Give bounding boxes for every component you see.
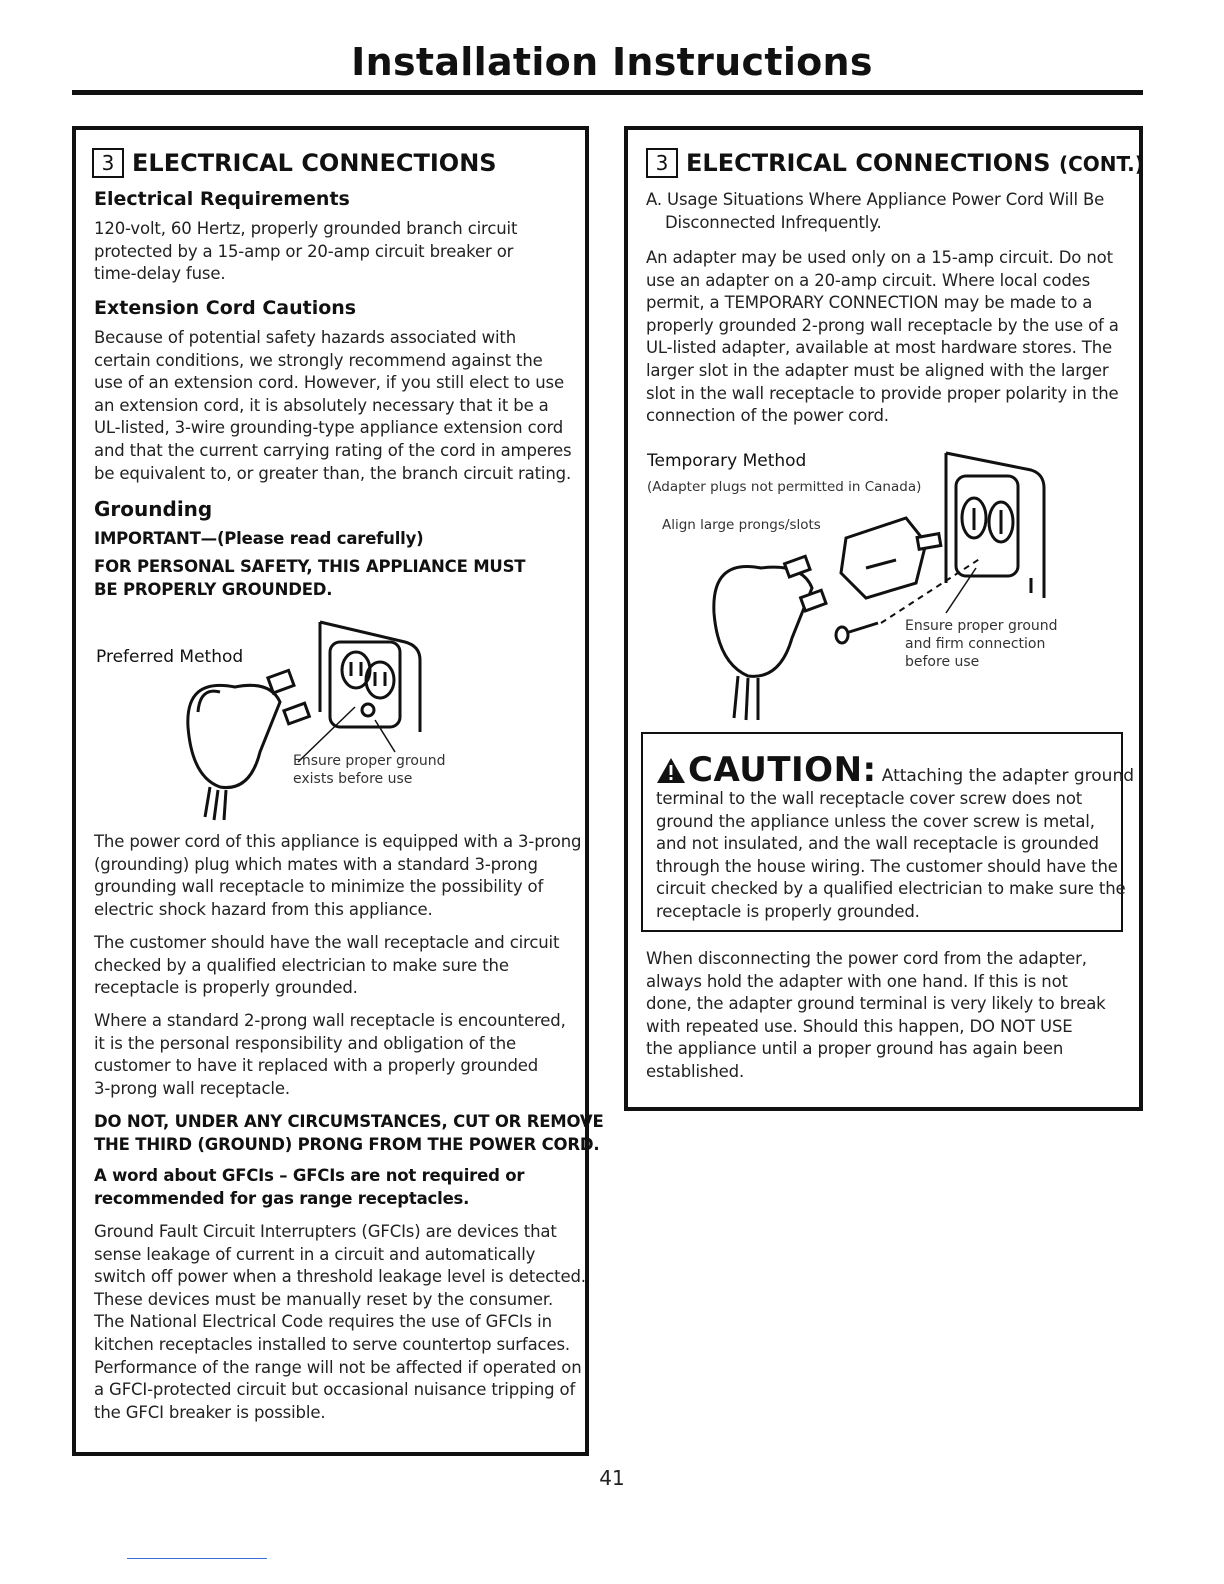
align-prongs-note: Align large prongs/slots <box>662 517 821 533</box>
section-title: ELECTRICAL CONNECTIONS <box>132 149 497 177</box>
section-heading-right <box>646 148 1144 178</box>
gfci-paragraph: Ground Fault Circuit Interrupters (GFCIs) are devices that sense leakage of current in a circuit and automatically switch off power when a threshold leakage level is detected. These devices must be manually reset by the consumer. The National Electrical Code requires the use of GFCIs in kitchen receptacles installed to serve countertop surfaces. Performance of the range will not be affected if operated on a GFCI-protected circuit but occasional nuisance tripping of the GFCI breaker is possible. <box>94 1222 586 1422</box>
section-number: 3 <box>646 148 678 178</box>
cover-screw-icon <box>836 623 878 643</box>
two-prong-paragraph: Where a standard 2-prong wall receptacle is encountered, it is the personal responsibility and obligation of the customer to have it replaced with a properly grounded 3-prong wall receptacle. <box>94 1011 566 1098</box>
preferred-method-caption: Ensure proper ground exists before use <box>293 753 446 787</box>
section-title: ELECTRICAL CONNECTIONS <box>686 149 1051 177</box>
adapter-paragraph: An adapter may be used only on a 15-amp circuit. Do not use an adapter on a 20-amp circuit. Where local codes permit, a TEMPORARY CONNECTION may be made to a properly grounded 2-prong wall receptacle by the use of a UL-listed adapter, available at most hardware stores. The larger slot in the adapter must be aligned with the larger slot in the wall receptacle to provide proper polarity in the connection of the power cord. <box>646 248 1119 426</box>
two-prong-receptacle-icon <box>946 453 1044 598</box>
customer-check-paragraph: The customer should have the wall receptacle and circuit checked by a qualified electrician to make sure the receptacle is properly grounded. <box>94 933 560 998</box>
page-title: Installation Instructions <box>351 40 873 84</box>
power-cord-paragraph: The power cord of this appliance is equipped with a 3-prong (grounding) plug which mates with a standard 3-prong grounding wall receptacle to minimize the possibility of electric shock hazard from this appliance. <box>94 832 582 919</box>
section-heading-left <box>92 148 497 178</box>
temporary-method-illustration <box>706 448 1051 723</box>
caution-first-line: Attaching the adapter ground <box>881 766 1135 786</box>
section-number: 3 <box>92 148 124 178</box>
disconnect-paragraph: When disconnecting the power cord from the adapter, always hold the adapter with one hand. If this is not done, the adapter ground terminal is very likely to break with repeated use. Should this happen, DO NOT USE the appliance until a proper ground has again been established. <box>646 949 1106 1081</box>
three-prong-plug-icon <box>188 670 310 820</box>
page-number: 41 <box>599 1466 625 1490</box>
caution-text: terminal to the wall receptacle cover screw does not ground the appliance unless the cover screw is metal, and not insulated, and the wall receptacle is grounded through the house wiring. The customer should have the circuit checked by a qualified electrician to make sure the receptacle is properly grounded. <box>656 789 1126 921</box>
plug-icon <box>714 556 826 720</box>
wall-receptacle-icon <box>320 622 420 732</box>
section-continued: (CONT.) <box>1058 152 1144 176</box>
electrical-requirements-heading: Electrical Requirements <box>94 188 350 210</box>
extension-cord-heading: Extension Cord Cautions <box>94 297 357 319</box>
temporary-method-caption: Ensure proper ground and firm connection before use <box>905 618 1058 670</box>
ground-prong-warning: DO NOT, UNDER ANY CIRCUMSTANCES, CUT OR REMOVE THE THIRD (GROUND) PRONG FROM THE POWER CORD. <box>94 1112 604 1154</box>
caution-heading <box>688 750 1134 790</box>
gfci-heading: A word about GFCIs – GFCIs are not required or recommended for gas range receptacles. <box>94 1166 525 1208</box>
footer-divider <box>127 1558 267 1559</box>
electrical-requirements-text: 120-volt, 60 Hertz, properly grounded branch circuit protected by a 15-amp or 20-amp circuit breaker or time-delay fuse. <box>94 219 518 284</box>
grounding-heading: Grounding <box>94 497 213 521</box>
extension-cord-text: Because of potential safety hazards associated with certain conditions, we strongly recommend against the use of an extension cord. However, if you still elect to use an extension cord, it is absolutely necessary that it be a UL-listed, 3-wire grounding-type appliance extension cord and that the current carrying rating of the cord in amperes be equivalent to, or greater than, the branch circuit rating. <box>94 328 572 483</box>
safety-warning: FOR PERSONAL SAFETY, THIS APPLIANCE MUST BE PROPERLY GROUNDED. <box>94 557 526 599</box>
preferred-method-illustration <box>180 612 440 822</box>
usage-situation-heading: A. Usage Situations Where Appliance Power Cord Will Be Disconnected Infrequently. <box>646 190 1105 232</box>
title-divider <box>72 90 1143 95</box>
important-note: IMPORTANT—(Please read carefully) <box>94 529 424 548</box>
warning-triangle-icon <box>656 757 686 784</box>
preferred-method-label: Preferred Method <box>96 647 244 667</box>
canada-note: (Adapter plugs not permitted in Canada) <box>647 479 922 495</box>
adapter-icon <box>841 518 941 598</box>
caution-word: CAUTION: <box>688 750 877 790</box>
temporary-method-label: Temporary Method <box>647 451 807 471</box>
